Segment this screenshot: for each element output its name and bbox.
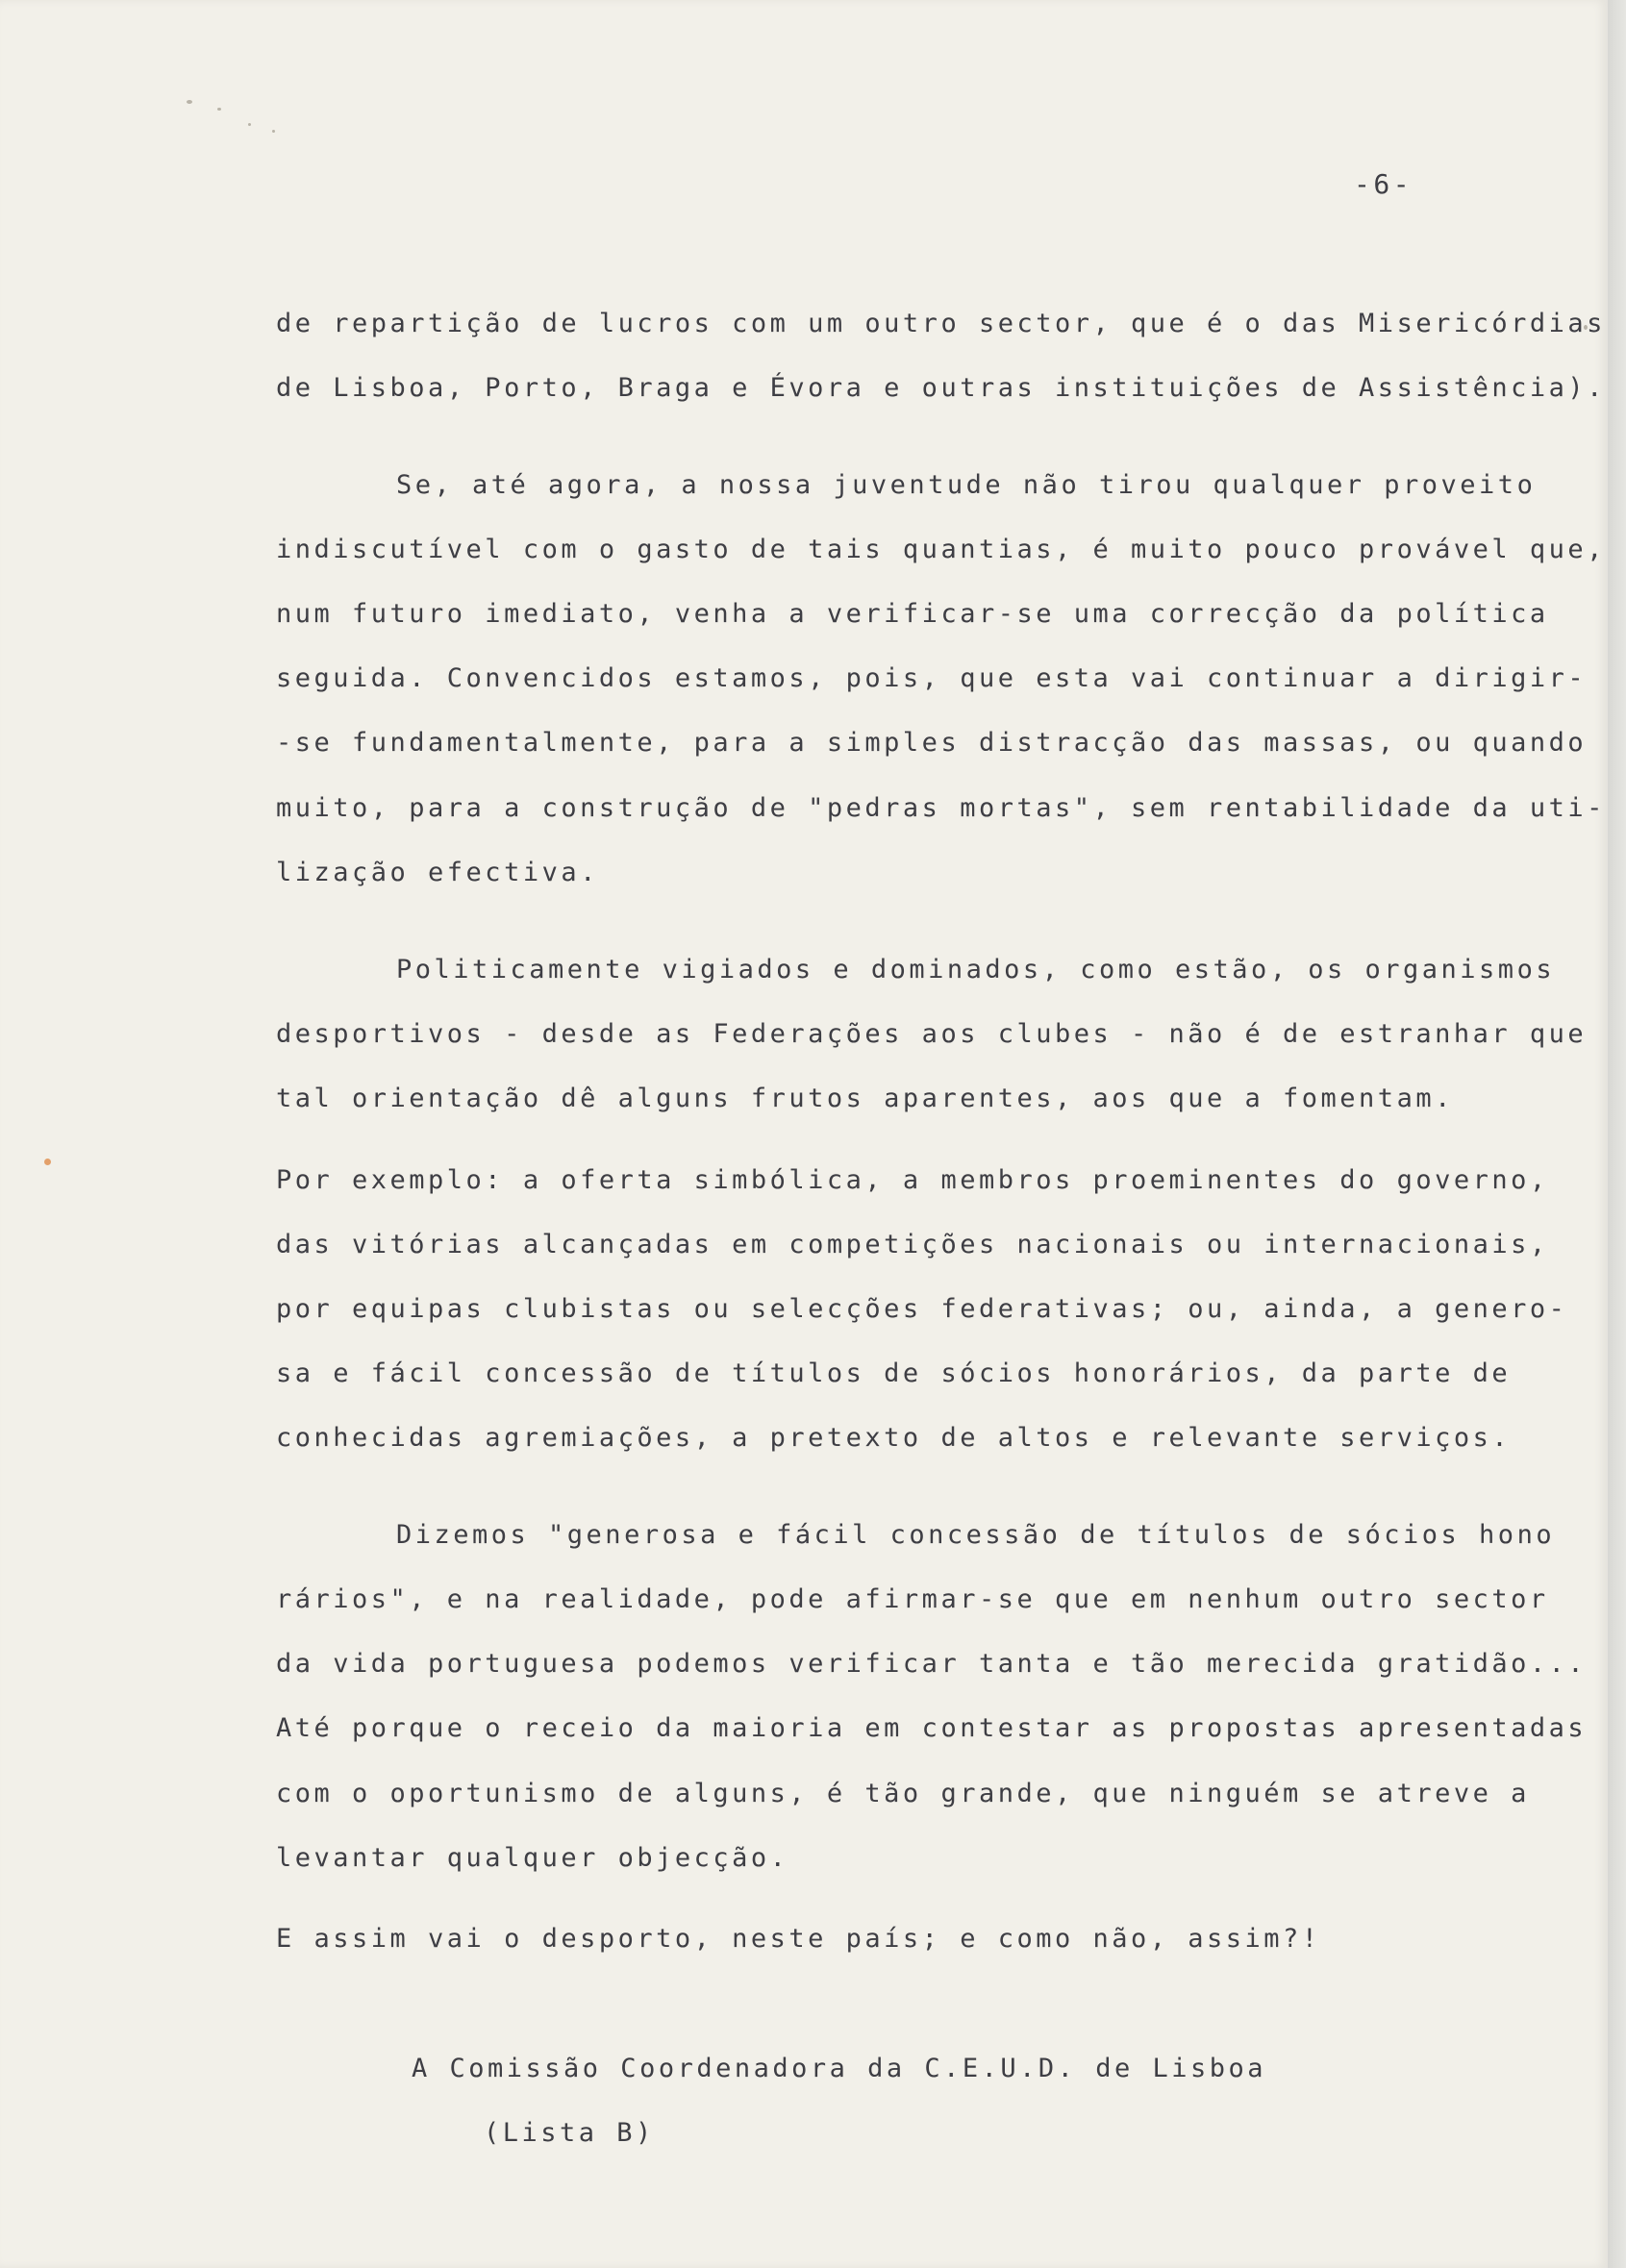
text-line: E assim vai o desporto, neste país; e como não, assim?!: [276, 1924, 1321, 1954]
signature-line: A Comissão Coordenadora da C.E.U.D. de Lisboa: [412, 2054, 1266, 2083]
text-line: indiscutível com o gasto de tais quantias, é muito pouco provável que,: [276, 535, 1606, 564]
text-line: por equipas clubistas ou selecções federativas; ou, ainda, a genero-: [276, 1294, 1568, 1324]
text-line: muito, para a construção de "pedras mortas", sem rentabilidade da uti-: [276, 793, 1606, 823]
text-line: com o oportunismo de alguns, é tão grande, que ninguém se atreve a: [276, 1779, 1530, 1808]
text-line: seguida. Convencidos estamos, pois, que esta vai continuar a dirigir-: [276, 663, 1588, 693]
paper-speck: [44, 1159, 51, 1165]
text-line: das vitórias alcançadas em competições nacionais ou internacionais,: [276, 1230, 1549, 1259]
signature-subline: (Lista B): [484, 2118, 655, 2148]
paper-speck: [187, 100, 192, 104]
text-line: de Lisboa, Porto, Braga e Évora e outras instituições de Assistência).: [276, 373, 1606, 403]
paper-speck: [217, 108, 221, 111]
text-line: lização efectiva.: [276, 858, 599, 887]
page-number: -6-: [1354, 168, 1413, 200]
text-line: -se fundamentalmente, para a simples distracção das massas, ou quando: [276, 728, 1588, 758]
text-line: de repartição de lucros com um outro sector, que é o das Misericórdias: [276, 309, 1606, 338]
text-line: sa e fácil concessão de títulos de sócios honorários, da parte de: [276, 1358, 1512, 1388]
text-line: Politicamente vigiados e dominados, como estão, os organismos: [396, 955, 1556, 984]
text-line: rários", e na realidade, pode afirmar-se que em nenhum outro sector: [276, 1584, 1549, 1614]
text-line: conhecidas agremiações, a pretexto de altos e relevante serviços.: [276, 1423, 1512, 1453]
text-line: Até porque o receio da maioria em contestar as propostas apresentadas: [276, 1713, 1588, 1743]
scan-edge: [1608, 0, 1626, 2268]
text-line: tal orientação dê alguns frutos aparentes, aos que a fomentam.: [276, 1084, 1454, 1113]
text-line: levantar qualquer objecção.: [276, 1843, 789, 1873]
text-line: Dizemos "generosa e fácil concessão de títulos de sócios hono: [396, 1520, 1556, 1550]
text-line: Por exemplo: a oferta simbólica, a membros proeminentes do governo,: [276, 1165, 1549, 1195]
paper-speck: [272, 130, 275, 133]
paper-speck: [248, 123, 251, 126]
text-line: desportivos - desde as Federações aos clubes - não é de estranhar que: [276, 1019, 1588, 1049]
text-line: num futuro imediato, venha a verificar-se uma correcção da política: [276, 599, 1549, 629]
text-line: da vida portuguesa podemos verificar tanta e tão merecida gratidão...: [276, 1649, 1588, 1679]
text-line: Se, até agora, a nossa juventude não tirou qualquer proveito: [396, 470, 1537, 500]
